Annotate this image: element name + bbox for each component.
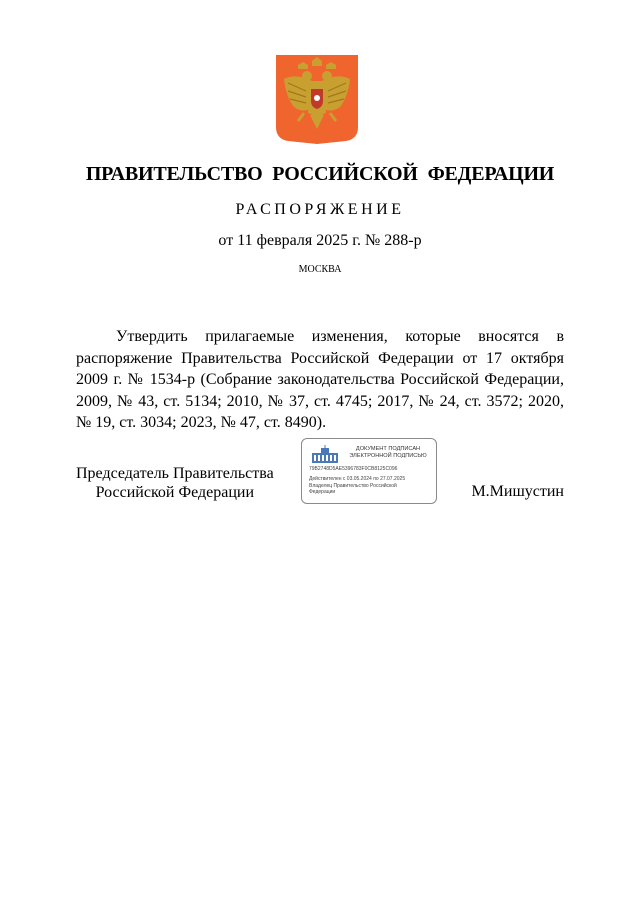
stamp-certificate: 79B2748D5AE5396783F0CB8125C096 bbox=[309, 466, 398, 472]
stamp-heading-line-2: ЭЛЕКТРОННОЙ ПОДПИСЬЮ bbox=[349, 453, 427, 459]
coat-of-arms-icon bbox=[276, 55, 358, 144]
document-date-number: от 11 февраля 2025 г. № 288-р bbox=[218, 232, 422, 249]
signatory-name: М.Мишустин bbox=[471, 483, 564, 500]
stamp-owner-line-1: Владелец Правительство Российской bbox=[309, 483, 397, 489]
signatory-position bbox=[76, 464, 274, 502]
stamp-heading-line-1: ДОКУМЕНТ ПОДПИСАН bbox=[355, 446, 421, 452]
position-line-2: Российской Федерации bbox=[95, 484, 255, 501]
position-line-1: Председатель Правительства bbox=[76, 465, 274, 482]
document-type: РАСПОРЯЖЕНИЕ bbox=[235, 201, 405, 218]
electronic-signature-stamp bbox=[301, 438, 437, 504]
coat-of-arms-emblem bbox=[276, 55, 358, 144]
stamp-validity: Действителен с 03.05.2024 по 27.07.2025 bbox=[309, 476, 406, 482]
government-title: ПРАВИТЕЛЬСТВО РОССИЙСКОЙ ФЕДЕРАЦИИ bbox=[85, 163, 555, 185]
government-building-icon bbox=[310, 445, 340, 465]
stamp-heading bbox=[342, 446, 434, 460]
document-city: МОСКВА bbox=[298, 264, 342, 275]
order-paragraph: Утвердить прилагаемые изменения, которые вносятся в распоряжение Правительства Российской Федерации от 17 октября 2009 г. № 1534-р (Собрание законодательства Российской Федерации, 2009, № 43, ст. 5134; 2010, № 37, ст. 4745; 2017, № 24, ст. 3572; 2020, № 19, ст. 3034; 2023, № 47, ст. 8490). bbox=[76, 328, 564, 431]
stamp-owner-line-2: Федерации bbox=[309, 489, 336, 495]
